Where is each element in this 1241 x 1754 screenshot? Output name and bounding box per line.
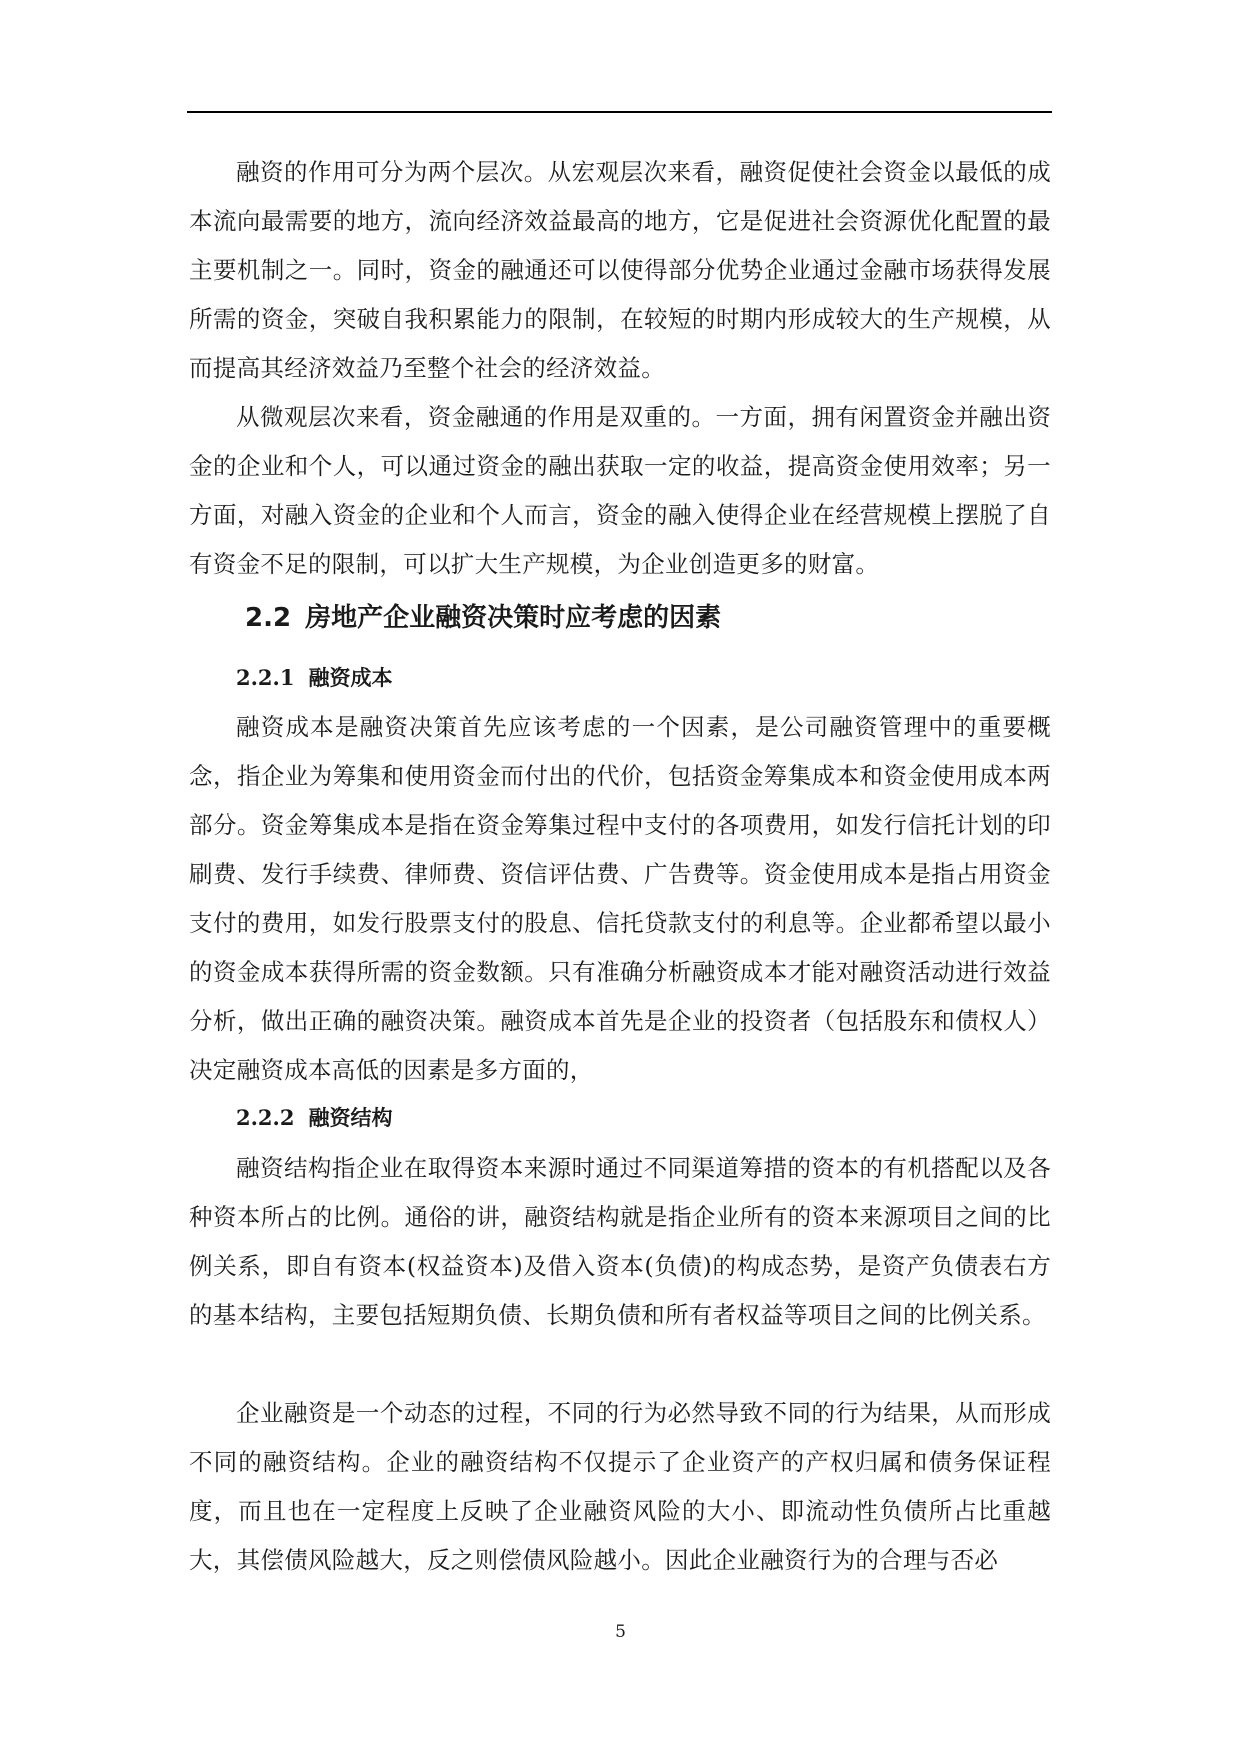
subsection-heading-financing-cost bbox=[236, 660, 392, 696]
paragraph-financing-levels: 融资的作用可分为两个层次。从宏观层次来看，融资促使社会资金以最低的成本流向最需要的地方，流向经济效益最高的地方，它是促进社会资源优化配置的最主要机制之一。同时，资金的融通还可以使得部分优势企业通过金融市场获得发展所需的资金，突破自我积累能力的限制，在较短的时期内形成较大的生产规模，从而提高其经济效益乃至整个社会的经济效益。 bbox=[189, 158, 1051, 382]
subsection-title: 融资结构 bbox=[308, 1106, 393, 1130]
subsection-number: 2.2.1 bbox=[236, 665, 295, 690]
subsection-heading-financing-structure bbox=[236, 1100, 392, 1136]
header-rule bbox=[187, 111, 1052, 113]
paragraph-micro-level: 从微观层次来看，资金融通的作用是双重的。一方面，拥有闲置资金并融出资金的企业和个人，可以通过资金的融出获取一定的收益，提高资金使用效率；另一方面，对融入资金的企业和个人而言，资金的融入使得企业在经营规模上摆脱了自有资金不足的限制，可以扩大生产规模，为企业创造更多的财富。 bbox=[189, 403, 1051, 578]
section-title: 房地产企业融资决策时应考虑的因素 bbox=[305, 603, 722, 633]
paragraph-dynamic-process: 企业融资是一个动态的过程，不同的行为必然导致不同的行为结果，从而形成不同的融资结构。企业的融资结构不仅提示了企业资产的产权归属和债务保证程度，而且也在一定程度上反映了企业融资风险的大小、即流动性负债所占比重越大，其偿债风险越大，反之则偿债风险越小。因此企业融资行为的合理与否必 bbox=[189, 1399, 1051, 1574]
page-number: 5 bbox=[615, 1622, 626, 1642]
subsection-number: 2.2.2 bbox=[236, 1105, 295, 1130]
paragraph-financing-cost: 融资成本是融资决策首先应该考虑的一个因素，是公司融资管理中的重要概念，指企业为筹集和使用资金而付出的代价，包括资金筹集成本和资金使用成本两部分。资金筹集成本是指在资金筹集过程中支付的各项费用，如发行信托计划的印刷费、发行手续费、律师费、资信评估费、广告费等。资金使用成本是指占用资金支付的费用，如发行股票支付的股息、信托贷款支付的利息等。企业都希望以最小的资金成本获得所需的资金数额。只有准确分析融资成本才能对融资活动进行效益分析，做出正确的融资决策。融资成本首先是企业的投资者（包括股东和债权人）决定融资成本高低的因素是多方面的， bbox=[189, 713, 1051, 1084]
section-heading bbox=[245, 598, 721, 638]
section-number: 2.2 bbox=[245, 603, 292, 633]
subsection-title: 融资成本 bbox=[308, 666, 393, 690]
paragraph-financing-structure: 融资结构指企业在取得资本来源时通过不同渠道筹措的资本的有机搭配以及各种资本所占的比例。通俗的讲，融资结构就是指企业所有的资本来源项目之间的比例关系，即自有资本(权益资本)及借入资本(负债)的构成态势，是资产负债表右方的基本结构，主要包括短期负债、长期负债和所有者权益等项目之间的比例关系。 bbox=[189, 1154, 1051, 1329]
